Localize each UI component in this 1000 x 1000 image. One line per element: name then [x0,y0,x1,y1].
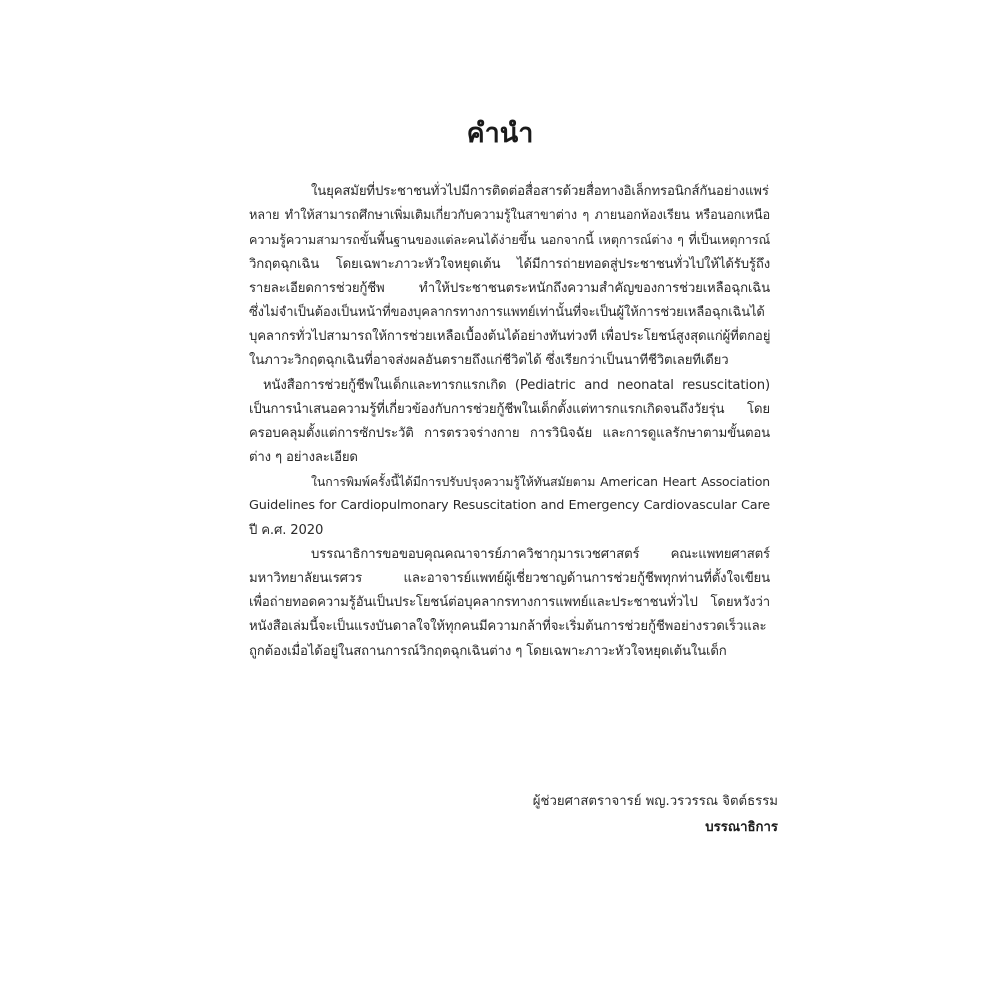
text-line: รายละเอียดการช่วยกู้ชีพ ทำให้ประชาชนตระหนักถึงความสำคัญของการช่วยเหลือฉุกเฉิน [249,280,770,296]
text-line: หนังสือการช่วยกู้ชีพในเด็กและทารกแรกเกิด (Pediatric and neonatal resuscitation) [263,377,770,393]
page-title: คำนำ [466,118,534,149]
text-line: หลาย ทำให้สามารถศึกษาเพิ่มเติมเกี่ยวกับความรู้ในสาขาต่าง ๆ ภายนอกห้องเรียน หรือนอกเหนือ [249,208,770,224]
text-line: ในยุคสมัยที่ประชาชนทั่วไปมีการติดต่อสื่อสารด้วยสื่อทางอิเล็กทรอนิกส์กันอย่างแพร่ [311,184,769,199]
text-line: วิกฤตฉุกเฉิน โดยเฉพาะภาวะหัวใจหยุดเต้น ได้มีการถ่ายทอดสู่ประชาชนทั่วไปให้ได้รับรู้ถึง [249,256,770,272]
text-line: ต่าง ๆ อย่างละเอียด [249,450,358,466]
text-line: เพื่อถ่ายทอดความรู้อันเป็นประโยชน์ต่อบุคลากรทางการแพทย์และประชาชนทั่วไป โดยหวังว่า [249,595,770,611]
text-line: บรรณาธิการขอขอบคุณคณาจารย์ภาควิชากุมารเวชศาสตร์ คณะแพทยศาสตร์ [311,546,770,562]
text-line: ปี ค.ศ. 2020 [249,522,324,538]
text-line: มหาวิทยาลัยนเรศวร และอาจารย์แพทย์ผู้เชี่ยวชาญด้านการช่วยกู้ชีพทุกท่านที่ตั้งใจเขียน [249,571,770,586]
text-line: ในการพิมพ์ครั้งนี้ได้มีการปรับปรุงความรู้ให้ทันสมัยตาม American Heart Association [311,474,770,490]
text-line: บุคลากรทั่วไปสามารถให้การช่วยเหลือเบื้องต้นได้อย่างทันท่วงที เพื่อประโยชน์สูงสุดแก่ผู้ที่ตกอยู่ [249,329,771,345]
preface-body [249,180,770,664]
signature-block [533,789,778,841]
text-line: เป็นการนำเสนอความรู้ที่เกี่ยวข้องกับการช่วยกู้ชีพในเด็กตั้งแต่ทารกแรกเกิดจนถึงวัยรุ่น โดย [249,401,770,417]
text-line: ถูกต้องเมื่อได้อยู่ในสถานการณ์วิกฤตฉุกเฉินต่าง ๆ โดยเฉพาะภาวะหัวใจหยุดเต้นในเด็ก [249,643,727,659]
text-line: หนังสือเล่มนี้จะเป็นแรงบันดาลใจให้ทุกคนมีความกล้าที่จะเริ่มต้นการช่วยกู้ชีพอย่างรวดเร็วและ [249,619,767,635]
text-line: ครอบคลุมตั้งแต่การซักประวัติ การตรวจร่างกาย การวินิจฉัย และการดูแลรักษาตามขั้นตอน [249,425,770,441]
text-line: ในภาวะวิกฤตฉุกเฉินที่อาจส่งผลอันตรายถึงแก่ชีวิตได้ ซึ่งเรียกว่าเป็นนาทีชีวิตเลยทีเดียว [249,353,729,369]
signature-name: ผู้ช่วยศาสตราจารย์ พญ.วรวรรณ จิตต์ธรรม [532,794,778,809]
signature-role: บรรณาธิการ [705,820,778,835]
text-line: ความรู้ความสามารถขั้นพื้นฐานของแต่ละคนได้ง่ายขึ้น นอกจากนี้ เหตุการณ์ต่าง ๆ ที่เป็นเหตุการณ์ [249,232,770,248]
text-line: Guidelines for Cardiopulmonary Resuscitation and Emergency Cardiovascular Care [249,498,770,514]
text-line: ซึ่งไม่จำเป็นต้องเป็นหน้าที่ของบุคลากรทางการแพทย์เท่านั้นที่จะเป็นผู้ให้การช่วยเหลือฉุกเฉินได้ [249,304,765,320]
